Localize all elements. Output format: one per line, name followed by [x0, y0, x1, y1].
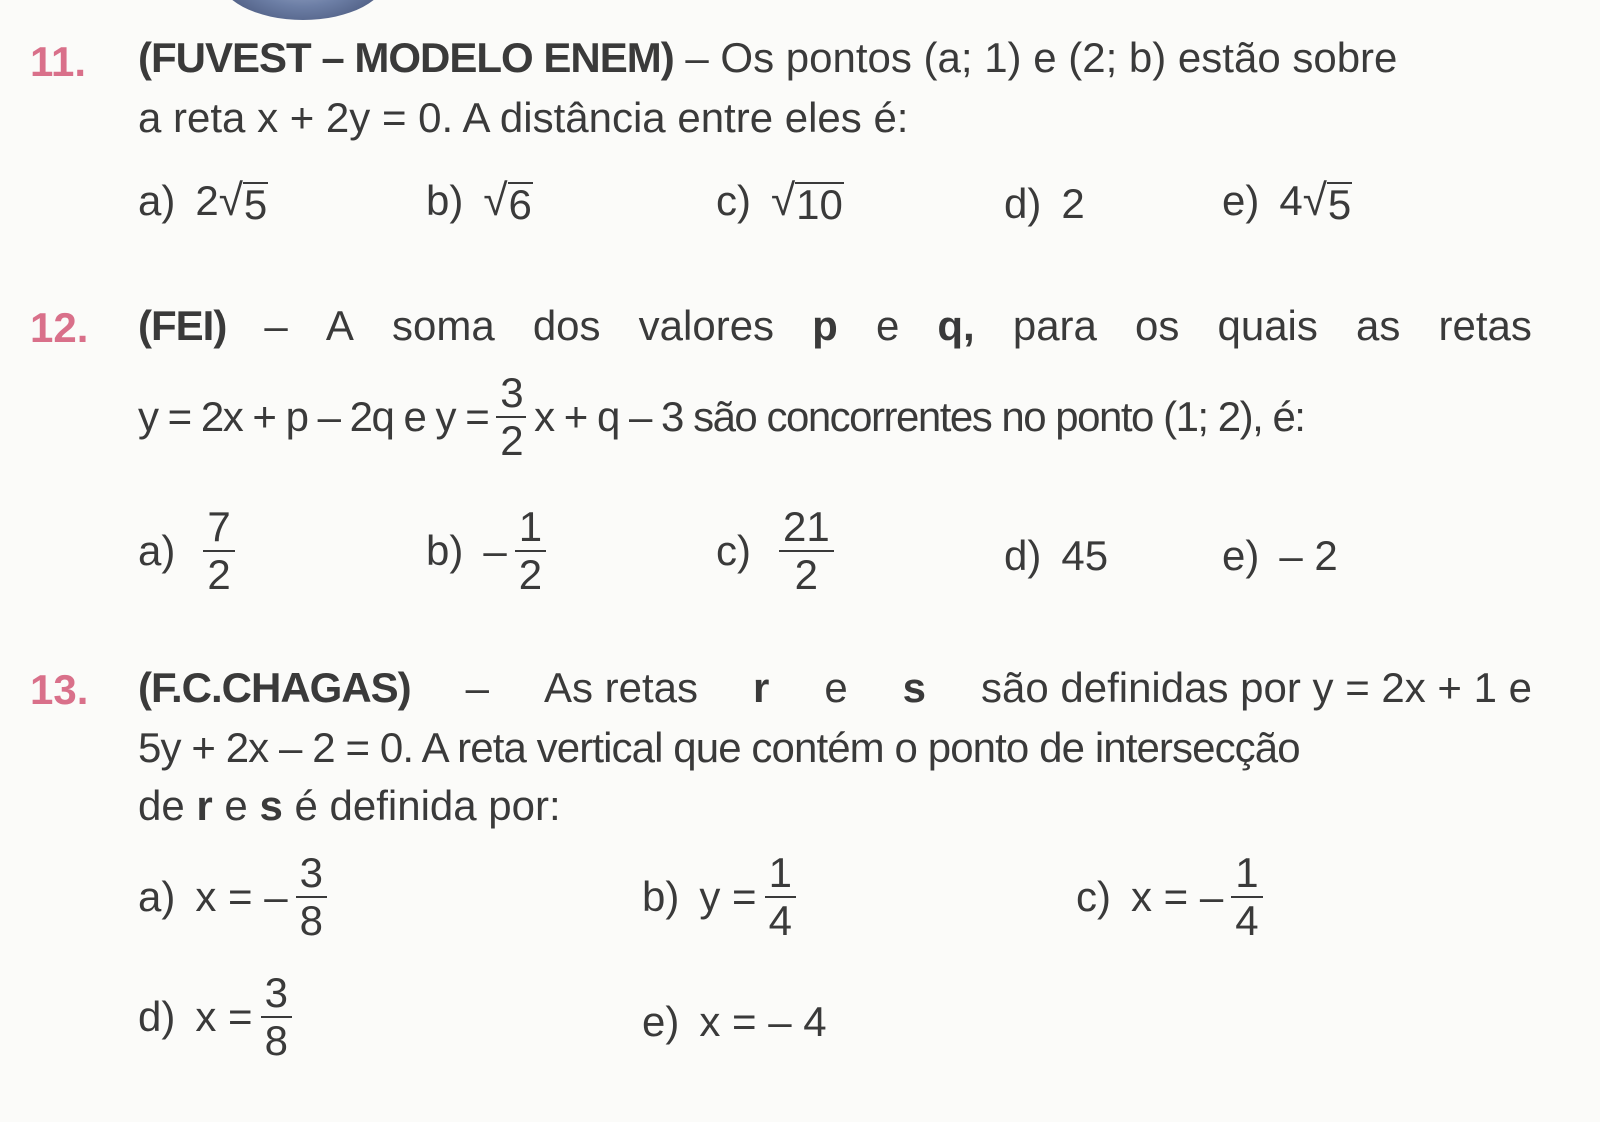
numerator: 21 — [783, 503, 830, 550]
option-letter: d) — [138, 993, 176, 1040]
denominator: 8 — [299, 897, 323, 944]
word: soma — [392, 302, 495, 349]
question-12-line-2 — [138, 369, 1305, 464]
option-letter: b) — [426, 177, 464, 224]
option-letter: a) — [138, 527, 176, 574]
option-value: x = – 4 — [699, 998, 827, 1045]
radicand: 5 — [243, 181, 268, 228]
option-letter: a) — [138, 177, 176, 224]
q12-option-b[interactable] — [426, 503, 554, 598]
numerator: 1 — [768, 849, 792, 896]
q13-option-c[interactable] — [1076, 849, 1271, 944]
sqrt-icon: √ 6 — [483, 176, 532, 228]
word: as — [1356, 302, 1401, 349]
option-prefix: x = – — [195, 873, 288, 920]
question-13-source: (F.C.CHAGAS) — [138, 664, 411, 711]
variable-r: r — [752, 664, 770, 711]
question-12-source: (FEI) — [138, 302, 227, 349]
fraction — [1231, 849, 1262, 944]
q12-option-a[interactable] — [138, 503, 243, 598]
q11-option-a[interactable] — [138, 176, 268, 226]
word: de — [138, 782, 185, 829]
question-13-line-2: 5y + 2x – 2 = 0. A reta vertical que contém o ponto de intersecção — [138, 724, 1300, 771]
variable-r: r — [196, 782, 213, 829]
option-letter: c) — [716, 177, 751, 224]
word: para — [1012, 302, 1097, 349]
q11-option-e[interactable] — [1222, 176, 1352, 226]
q13-option-a[interactable] — [138, 849, 335, 944]
denominator: 4 — [1235, 897, 1259, 944]
q12-option-d[interactable] — [1004, 532, 1108, 580]
q12-option-e[interactable] — [1222, 532, 1338, 580]
word: – — [264, 302, 288, 349]
fraction — [779, 503, 834, 598]
denominator: 2 — [207, 551, 231, 598]
sqrt-icon: √ 5 — [218, 176, 268, 228]
radicand: 5 — [1327, 181, 1352, 228]
option-value: – 2 — [1279, 532, 1338, 579]
equation-part-2: x + q – 3 são concorrentes no ponto (1; 2), é: — [534, 393, 1305, 440]
option-value: 45 — [1061, 532, 1109, 579]
option-prefix: y = — [699, 873, 757, 920]
sqrt-icon: √ 10 — [771, 176, 843, 228]
variable-q: q, — [937, 302, 975, 349]
question-13-line-3 — [138, 782, 561, 830]
word: – — [465, 664, 489, 711]
option-letter: c) — [716, 527, 751, 574]
denominator: 2 — [794, 551, 819, 598]
word: quais — [1217, 302, 1318, 349]
numerator: 1 — [518, 503, 543, 550]
denominator: 2 — [518, 551, 543, 598]
variable-p: p — [812, 302, 838, 349]
radicand: 6 — [508, 181, 532, 228]
q13-option-e[interactable] — [642, 998, 827, 1046]
option-letter: e) — [642, 998, 680, 1045]
q13-option-b[interactable] — [642, 849, 804, 944]
option-letter: e) — [1222, 177, 1260, 224]
radicand: 10 — [796, 181, 843, 228]
word: e — [824, 664, 848, 711]
word: os — [1135, 302, 1180, 349]
numerator: 3 — [264, 969, 288, 1016]
q12-option-c[interactable] — [716, 503, 842, 598]
option-letter: b) — [642, 873, 680, 920]
denominator: 4 — [768, 897, 792, 944]
question-11-number: 11. — [30, 38, 87, 85]
option-letter: d) — [1004, 532, 1042, 579]
fraction — [203, 503, 234, 598]
question-11-line-2: a reta x + 2y = 0. A distância entre eles é: — [138, 94, 909, 141]
question-11-source: (FUVEST – MODELO ENEM) — [138, 34, 674, 81]
word: valores — [638, 302, 775, 349]
option-letter: b) — [426, 527, 464, 574]
option-coefficient: 2 — [195, 177, 219, 224]
q11-option-c[interactable] — [716, 176, 844, 226]
fraction — [515, 503, 546, 598]
word: e — [224, 782, 248, 829]
sqrt-icon: √ 5 — [1302, 176, 1352, 228]
option-prefix: x = — [195, 993, 253, 1040]
q11-option-d[interactable] — [1004, 180, 1085, 228]
question-12-number: 12. — [30, 304, 89, 351]
q11-option-b[interactable] — [426, 176, 533, 226]
denominator: 2 — [500, 417, 523, 464]
word: A — [325, 302, 354, 349]
option-letter: d) — [1004, 180, 1042, 227]
numerator: 7 — [207, 503, 231, 550]
fraction — [296, 849, 327, 944]
option-prefix: x = – — [1131, 873, 1224, 920]
question-13-number: 13. — [30, 666, 89, 713]
question-12-line-1 — [138, 302, 1532, 350]
question-11-text-1: – Os pontos (a; 1) e (2; b) estão sobre — [673, 34, 1398, 81]
option-letter: e) — [1222, 532, 1260, 579]
variable-s: s — [259, 782, 283, 829]
option-letter: a) — [138, 873, 176, 920]
word: é definida por: — [294, 782, 561, 829]
q13-option-d[interactable] — [138, 969, 300, 1064]
denominator: 8 — [264, 1017, 288, 1064]
option-value: 2 — [1061, 180, 1085, 227]
minus-sign: – — [483, 527, 507, 574]
word: retas — [1438, 302, 1532, 349]
numerator: 3 — [299, 849, 323, 896]
question-11-line-1 — [138, 34, 1397, 82]
equation-part-1: y = 2x + p – 2q e y = — [138, 393, 489, 440]
fraction — [765, 849, 796, 944]
numerator: 3 — [500, 369, 523, 416]
option-coefficient: 4 — [1279, 177, 1303, 224]
fraction-three-halves — [496, 369, 526, 464]
decorative-blob — [218, 0, 388, 20]
option-letter: c) — [1076, 873, 1111, 920]
word: e — [875, 302, 900, 349]
numerator: 1 — [1235, 849, 1259, 896]
word: As retas — [543, 664, 699, 711]
word: dos — [532, 302, 601, 349]
question-13-line-1 — [138, 664, 1532, 712]
fraction — [261, 969, 292, 1064]
word: são definidas por y = 2x + 1 e — [980, 664, 1532, 711]
variable-s: s — [902, 664, 926, 711]
